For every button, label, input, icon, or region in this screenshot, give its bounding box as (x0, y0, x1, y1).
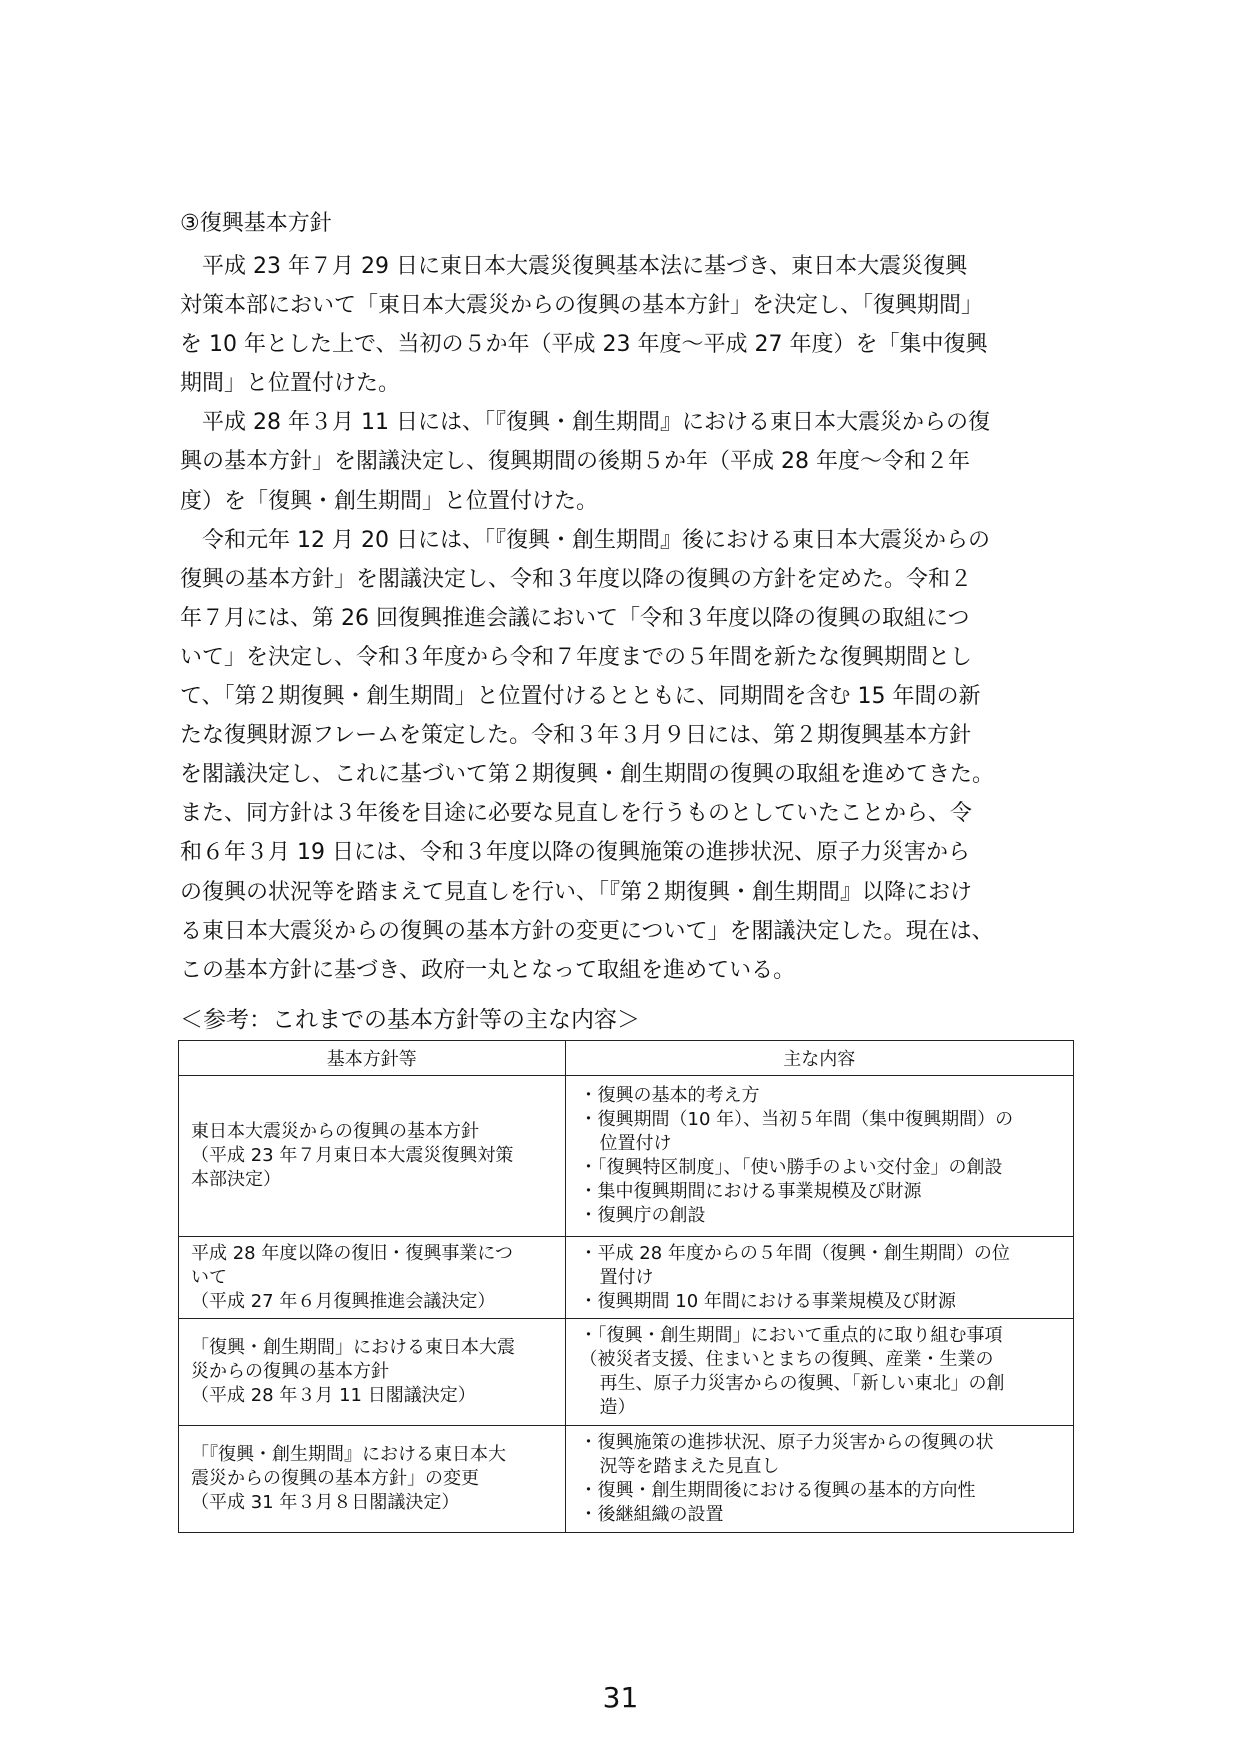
policy-cell (179, 1426, 566, 1533)
reference-heading: ＜参考：これまでの基本方針等の主な内容＞ (180, 1007, 640, 1033)
table-row (179, 1237, 1074, 1319)
content-cell (565, 1237, 1073, 1319)
body-line: を 10 年とした上で、当初の５か年（平成 23 年度～平成 27 年度）を「集中復興 (180, 332, 988, 358)
cell-text: 平成 28 年度以降の復旧・復興事業につ (191, 1242, 513, 1264)
reference-table (178, 1040, 1074, 1533)
body-line: たな復興財源フレームを策定した。令和３年３月９日には、第２期復興基本方針 (180, 723, 972, 749)
cell-text: ・「復興特区制度」、「使い勝手のよい交付金」の創設 (579, 1157, 1003, 1178)
table-row (179, 1426, 1074, 1533)
cell-text: 「『復興・創生期間』における東日本大 (191, 1444, 506, 1465)
cell-text: ・「復興・創生期間」において重点的に取り組む事項 (579, 1325, 1003, 1346)
cell-text: 震災からの復興の基本方針」の変更 (191, 1468, 479, 1489)
cell-text: いて (191, 1266, 227, 1288)
body-line: 度）を「復興・創生期間」と位置付けた。 (180, 488, 599, 514)
cell-text: 況等を踏まえた見直し (599, 1456, 780, 1477)
cell-text: ・平成 28 年度からの５年間（復興・創生期間）の位 (579, 1242, 1010, 1264)
body-line: 興の基本方針」を閣議決定し、復興期間の後期５か年（平成 28 年度～令和２年 (180, 449, 970, 475)
cell-text: ・復興の基本的考え方 (579, 1085, 760, 1106)
section-heading: ③復興基本方針 (180, 211, 332, 236)
cell-text: ・復興期間（10 年）、当初５年間（集中復興期間）の (579, 1109, 1014, 1130)
cell-text: ・復興・創生期間後における復興の基本的方向性 (579, 1480, 976, 1501)
body-line: 復興の基本方針」を閣議決定し、令和３年度以降の復興の方針を定めた。令和２ (180, 566, 973, 592)
column-header: 主な内容 (565, 1041, 1073, 1076)
table-row (179, 1076, 1074, 1237)
cell-text: ・復興施策の進捗状況、原子力災害からの復興の状 (579, 1432, 994, 1453)
table-row (179, 1319, 1074, 1426)
body-line: て、「第２期復興・創生期間」と位置付けるとともに、同期間を含む 15 年間の新 (180, 684, 981, 710)
cell-text: 災からの復興の基本方針 (191, 1361, 389, 1382)
body-line: 令和元年 12 月 20 日には、「『復興・創生期間』後における東日本大震災からの (180, 527, 990, 553)
body-line: 平成 28 年３月 11 日には、「『復興・創生期間』における東日本大震災からの復 (180, 410, 990, 436)
body-line: を閣議決定し、これに基づいて第２期復興・創生期間の復興の取組を進めてきた。 (180, 762, 995, 788)
content-cell (565, 1426, 1073, 1533)
body-line: 期間」と位置付けた。 (180, 371, 401, 397)
cell-text: 造） (599, 1397, 636, 1418)
cell-text: 「復興・創生期間」における東日本大震 (191, 1337, 515, 1358)
body-line: る東日本大震災からの復興の基本方針の変更について」を閣議決定した。現在は、 (180, 918, 994, 944)
cell-text: （平成 28 年３月 11 日閣議決定） (191, 1385, 476, 1406)
cell-text: ・復興庁の創設 (579, 1205, 706, 1226)
cell-text: ・復興期間 10 年間における事業規模及び財源 (579, 1290, 956, 1312)
body-line: 和６年３月 19 日には、令和３年度以降の復興施策の進捗状況、原子力災害から (180, 840, 970, 866)
page-number: 31 (602, 1681, 639, 1714)
body-line: いて」を決定し、令和３年度から令和７年度までの５年間を新たな復興期間とし (180, 644, 973, 670)
cell-text: 東日本大震災からの復興の基本方針 (191, 1121, 479, 1142)
policy-cell (179, 1076, 566, 1237)
column-header: 基本方針等 (179, 1041, 566, 1076)
cell-text: （被災者支援、住まいとまちの復興、産業・生業の (579, 1349, 994, 1370)
policy-cell (179, 1237, 566, 1319)
cell-text: （平成 27 年６月復興推進会議決定） (191, 1290, 496, 1312)
cell-text: 本部決定） (191, 1169, 281, 1190)
body-line: また、同方針は３年後を目途に必要な見直しを行うものとしていたことから、令 (180, 801, 973, 827)
cell-text: 再生、原子力災害からの復興、「新しい東北」の創 (599, 1373, 1005, 1394)
body-paragraphs (180, 247, 1080, 990)
cell-text: 置付け (599, 1266, 654, 1288)
content-cell (565, 1076, 1073, 1237)
table-header-row (179, 1041, 1074, 1076)
content-cell (565, 1319, 1073, 1426)
body-line: の復興の状況等を踏まえて見直しを行い、「『第２期復興・創生期間』以降におけ (180, 879, 973, 905)
cell-text: ・後継組織の設置 (579, 1504, 724, 1525)
cell-text: （平成 23 年７月東日本大震災復興対策 (191, 1145, 514, 1166)
cell-text: （平成 31 年３月８日閣議決定） (191, 1492, 460, 1513)
policy-cell (179, 1319, 566, 1426)
cell-text: ・集中復興期間における事業規模及び財源 (579, 1181, 922, 1202)
cell-text: 位置付け (599, 1133, 672, 1154)
body-line: 対策本部において「東日本大震災からの復興の基本方針」を決定し、「復興期間」 (180, 293, 984, 319)
body-line: この基本方針に基づき、政府一丸となって取組を進めている。 (180, 957, 796, 983)
body-line: 平成 23 年７月 29 日に東日本大震災復興基本法に基づき、東日本大震災復興 (180, 254, 968, 279)
body-line: 年７月には、第 26 回復興推進会議において「令和３年度以降の復興の取組につ (180, 605, 970, 631)
